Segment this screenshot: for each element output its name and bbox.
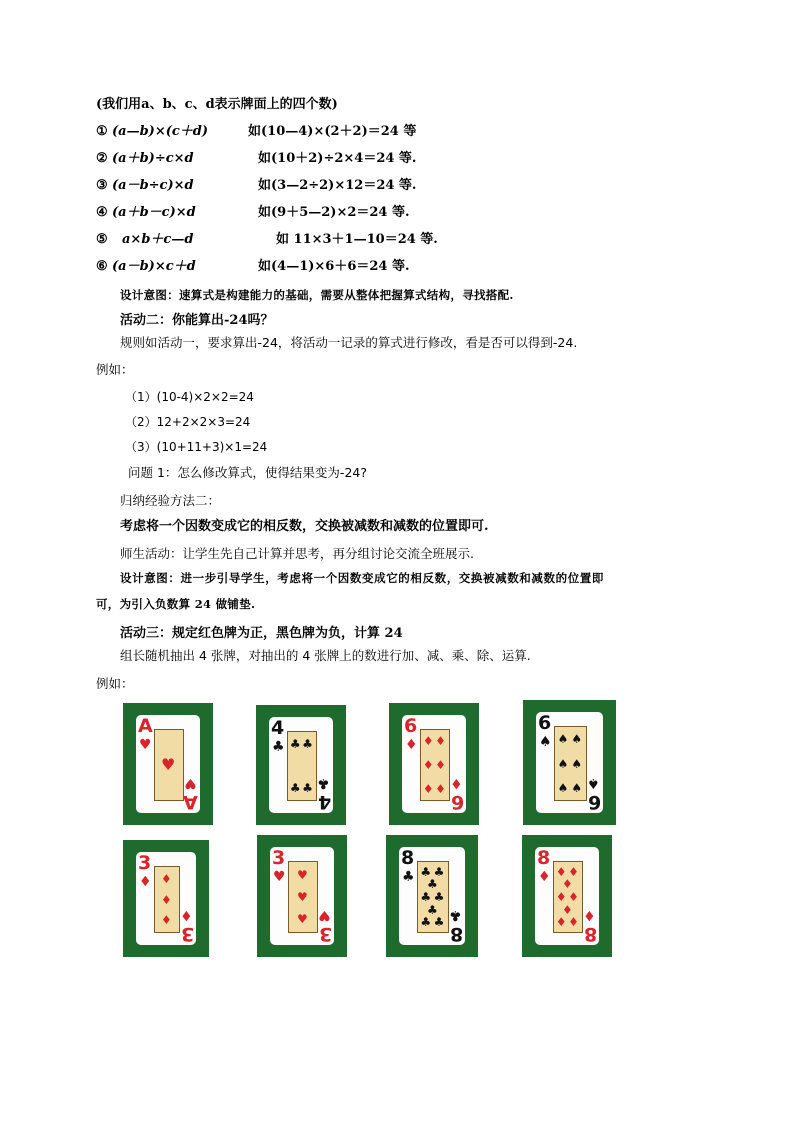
playing-card: [386, 835, 478, 957]
card-rank: 6: [587, 791, 601, 813]
diamond-icon: ♦: [555, 864, 567, 879]
card-rank: 3: [138, 852, 152, 874]
card-center-panel: [287, 731, 317, 801]
spade-icon: ♠: [557, 781, 569, 796]
club-icon: ♣: [420, 915, 432, 930]
card-rank: 6: [450, 791, 464, 813]
club-icon: ♣: [449, 907, 462, 923]
diamond-icon: ♦: [568, 864, 579, 879]
diamond-icon: ♦: [450, 775, 463, 791]
diamond-icon: ♦: [562, 902, 573, 917]
example-item: （3）(10+11+3)×1=24: [125, 440, 268, 454]
club-icon: ♣: [289, 737, 301, 752]
formula-expression: (a＋b－c)×d: [112, 205, 196, 220]
card-rank: 3: [318, 923, 332, 945]
club-icon: ♣: [302, 780, 313, 795]
formula-example: 如(10＋2)÷2×4＝24 等.: [258, 151, 417, 166]
heart-icon: ♥: [161, 755, 176, 774]
card-center-panel: [420, 729, 450, 801]
formula-expression: (a－b)×c＋d: [112, 259, 196, 274]
playing-card: [522, 835, 612, 957]
formula-example: 如(4—1)×6＋6＝24 等.: [258, 259, 410, 274]
diamond-icon: ♦: [562, 877, 573, 892]
card-center-panel: [417, 861, 449, 933]
teacher-activity: 师生活动：让学生先自己计算并思考，再分组讨论交流全班展示.: [120, 546, 474, 561]
card-center-panel: [288, 861, 318, 933]
formula-example: 如(3—2÷2)×12＝24 等.: [258, 178, 417, 193]
intro-text: (我们用a、b、c、d表示牌面上的四个数): [96, 97, 338, 112]
example-label: 例如：: [96, 676, 134, 691]
activity-3-title: 活动三：规定红色牌为正，黑色牌为负，计算 24: [120, 626, 403, 641]
card-rank: 8: [401, 847, 415, 869]
diamond-icon: ♦: [422, 781, 434, 796]
formula-expression: a×b＋c—d: [122, 232, 194, 247]
formula-expression: (a—b)×(c＋d): [112, 124, 209, 139]
diamond-icon: ♦: [568, 890, 579, 904]
club-icon: ♣: [427, 902, 438, 917]
heart-icon: ♥: [297, 890, 308, 904]
heart-icon: ♥: [297, 912, 308, 927]
diamond-icon: ♦: [422, 734, 434, 749]
method-2-title: 归纳经验方法二：: [120, 493, 221, 508]
activity-3-description: 组长随机抽出 4 张牌，对抽出的 4 张牌上的数进行加、减、乘、除、运算.: [120, 648, 531, 663]
heart-icon: ♥: [297, 867, 308, 882]
club-icon: ♣: [402, 869, 415, 885]
card-rank: 3: [272, 847, 286, 869]
playing-card: [389, 703, 479, 825]
formula-marker: ④: [96, 205, 108, 220]
card-face: [402, 715, 466, 813]
diamond-icon: ♦: [568, 915, 579, 930]
diamond-icon: ♦: [583, 907, 596, 923]
design-note: 可，为引入负数算 24 做铺垫.: [96, 597, 256, 611]
card-center-panel: [154, 866, 180, 933]
diamond-icon: ♦: [161, 892, 172, 907]
card-face: [269, 717, 333, 813]
example-item: （1）(10-4)×2×2=24: [125, 390, 254, 404]
card-rank: A: [138, 715, 153, 737]
card-face: [399, 847, 465, 945]
card-rank: 6: [404, 715, 418, 737]
heart-icon: ♥: [318, 907, 331, 923]
activity-2-title: 活动二：你能算出-24吗？: [120, 313, 274, 328]
card-rank: 8: [449, 923, 463, 945]
card-center-panel: [553, 861, 583, 933]
formula-marker: ⑤: [96, 232, 108, 247]
heart-icon: ♥: [273, 869, 286, 885]
formula-expression: (a－b÷c)×d: [112, 178, 194, 193]
club-icon: ♣: [302, 737, 313, 752]
formula-marker: ②: [96, 151, 108, 166]
card-rank: 6: [538, 712, 552, 734]
diamond-icon: ♦: [161, 913, 172, 928]
example-item: （2）12+2×2×3=24: [125, 415, 251, 429]
heart-icon: ♥: [184, 775, 197, 791]
diamond-icon: ♦: [555, 890, 567, 904]
spade-icon: ♠: [539, 734, 552, 750]
spade-icon: ♠: [587, 775, 600, 791]
diamond-icon: ♦: [161, 871, 172, 886]
playing-card: [256, 705, 346, 825]
diamond-icon: ♦: [538, 869, 551, 885]
formula-marker: ⑥: [96, 259, 108, 274]
card-face: [270, 847, 334, 945]
formula-expression: (a＋b)÷c×d: [112, 151, 194, 166]
formula-example: 如(10—4)×(2＋2)＝24 等: [248, 124, 417, 139]
club-icon: ♣: [433, 864, 445, 879]
card-rank: A: [183, 791, 198, 813]
diamond-icon: ♦: [435, 781, 446, 796]
club-icon: ♣: [289, 780, 301, 795]
diamond-icon: ♦: [180, 907, 193, 923]
club-icon: ♣: [420, 890, 432, 904]
design-note: 设计意图：进一步引导学生，考虑将一个因数变成它的相反数，交换被减数和减数的位置即: [120, 571, 604, 585]
spade-icon: ♠: [571, 756, 583, 771]
card-rank: 4: [317, 791, 331, 813]
formula-marker: ③: [96, 178, 108, 193]
spade-icon: ♠: [571, 731, 583, 746]
playing-card: [523, 700, 616, 825]
spade-icon: ♠: [557, 756, 569, 771]
diamond-icon: ♦: [435, 758, 446, 772]
club-icon: ♣: [433, 915, 445, 930]
diamond-icon: ♦: [422, 758, 434, 772]
formula-marker: ①: [96, 124, 108, 139]
formula-example: 如(9＋5—2)×2＝24 等.: [258, 205, 410, 220]
example-label: 例如：: [96, 362, 134, 377]
club-icon: ♣: [272, 739, 285, 755]
card-face: [535, 847, 599, 945]
card-rank: 8: [583, 923, 597, 945]
club-icon: ♣: [317, 775, 330, 791]
playing-card: [257, 835, 347, 957]
club-icon: ♣: [427, 877, 438, 892]
activity-2-description: 规则如活动一，要求算出-24，将活动一记录的算式进行修改，看是否可以得到-24.: [120, 335, 578, 350]
card-rank: 3: [180, 923, 194, 945]
card-face: [136, 715, 200, 813]
card-rank: 8: [537, 847, 551, 869]
heart-icon: ♥: [139, 737, 152, 753]
card-center-panel: [554, 726, 587, 801]
method-2-content: 考虑将一个因数变成它的相反数，交换被减数和减数的位置即可.: [120, 519, 489, 534]
playing-card: [123, 703, 213, 825]
card-center-panel: [154, 729, 184, 801]
spade-icon: ♠: [557, 731, 569, 746]
card-rank: 4: [271, 717, 285, 739]
design-note: 设计意图：速算式是构建能力的基础，需要从整体把握算式结构，寻找搭配.: [120, 288, 514, 302]
diamond-icon: ♦: [139, 874, 152, 890]
question-1: 问题 1：怎么修改算式，使得结果变为-24?: [128, 465, 367, 480]
diamond-icon: ♦: [555, 915, 567, 930]
formula-example: 如 11×3＋1—10＝24 等.: [276, 232, 438, 247]
playing-card: [123, 840, 209, 957]
club-icon: ♣: [433, 890, 445, 904]
diamond-icon: ♦: [405, 737, 418, 753]
card-face: [136, 852, 196, 945]
spade-icon: ♠: [571, 781, 583, 796]
club-icon: ♣: [420, 864, 432, 879]
diamond-icon: ♦: [435, 734, 446, 749]
card-face: [536, 712, 603, 813]
